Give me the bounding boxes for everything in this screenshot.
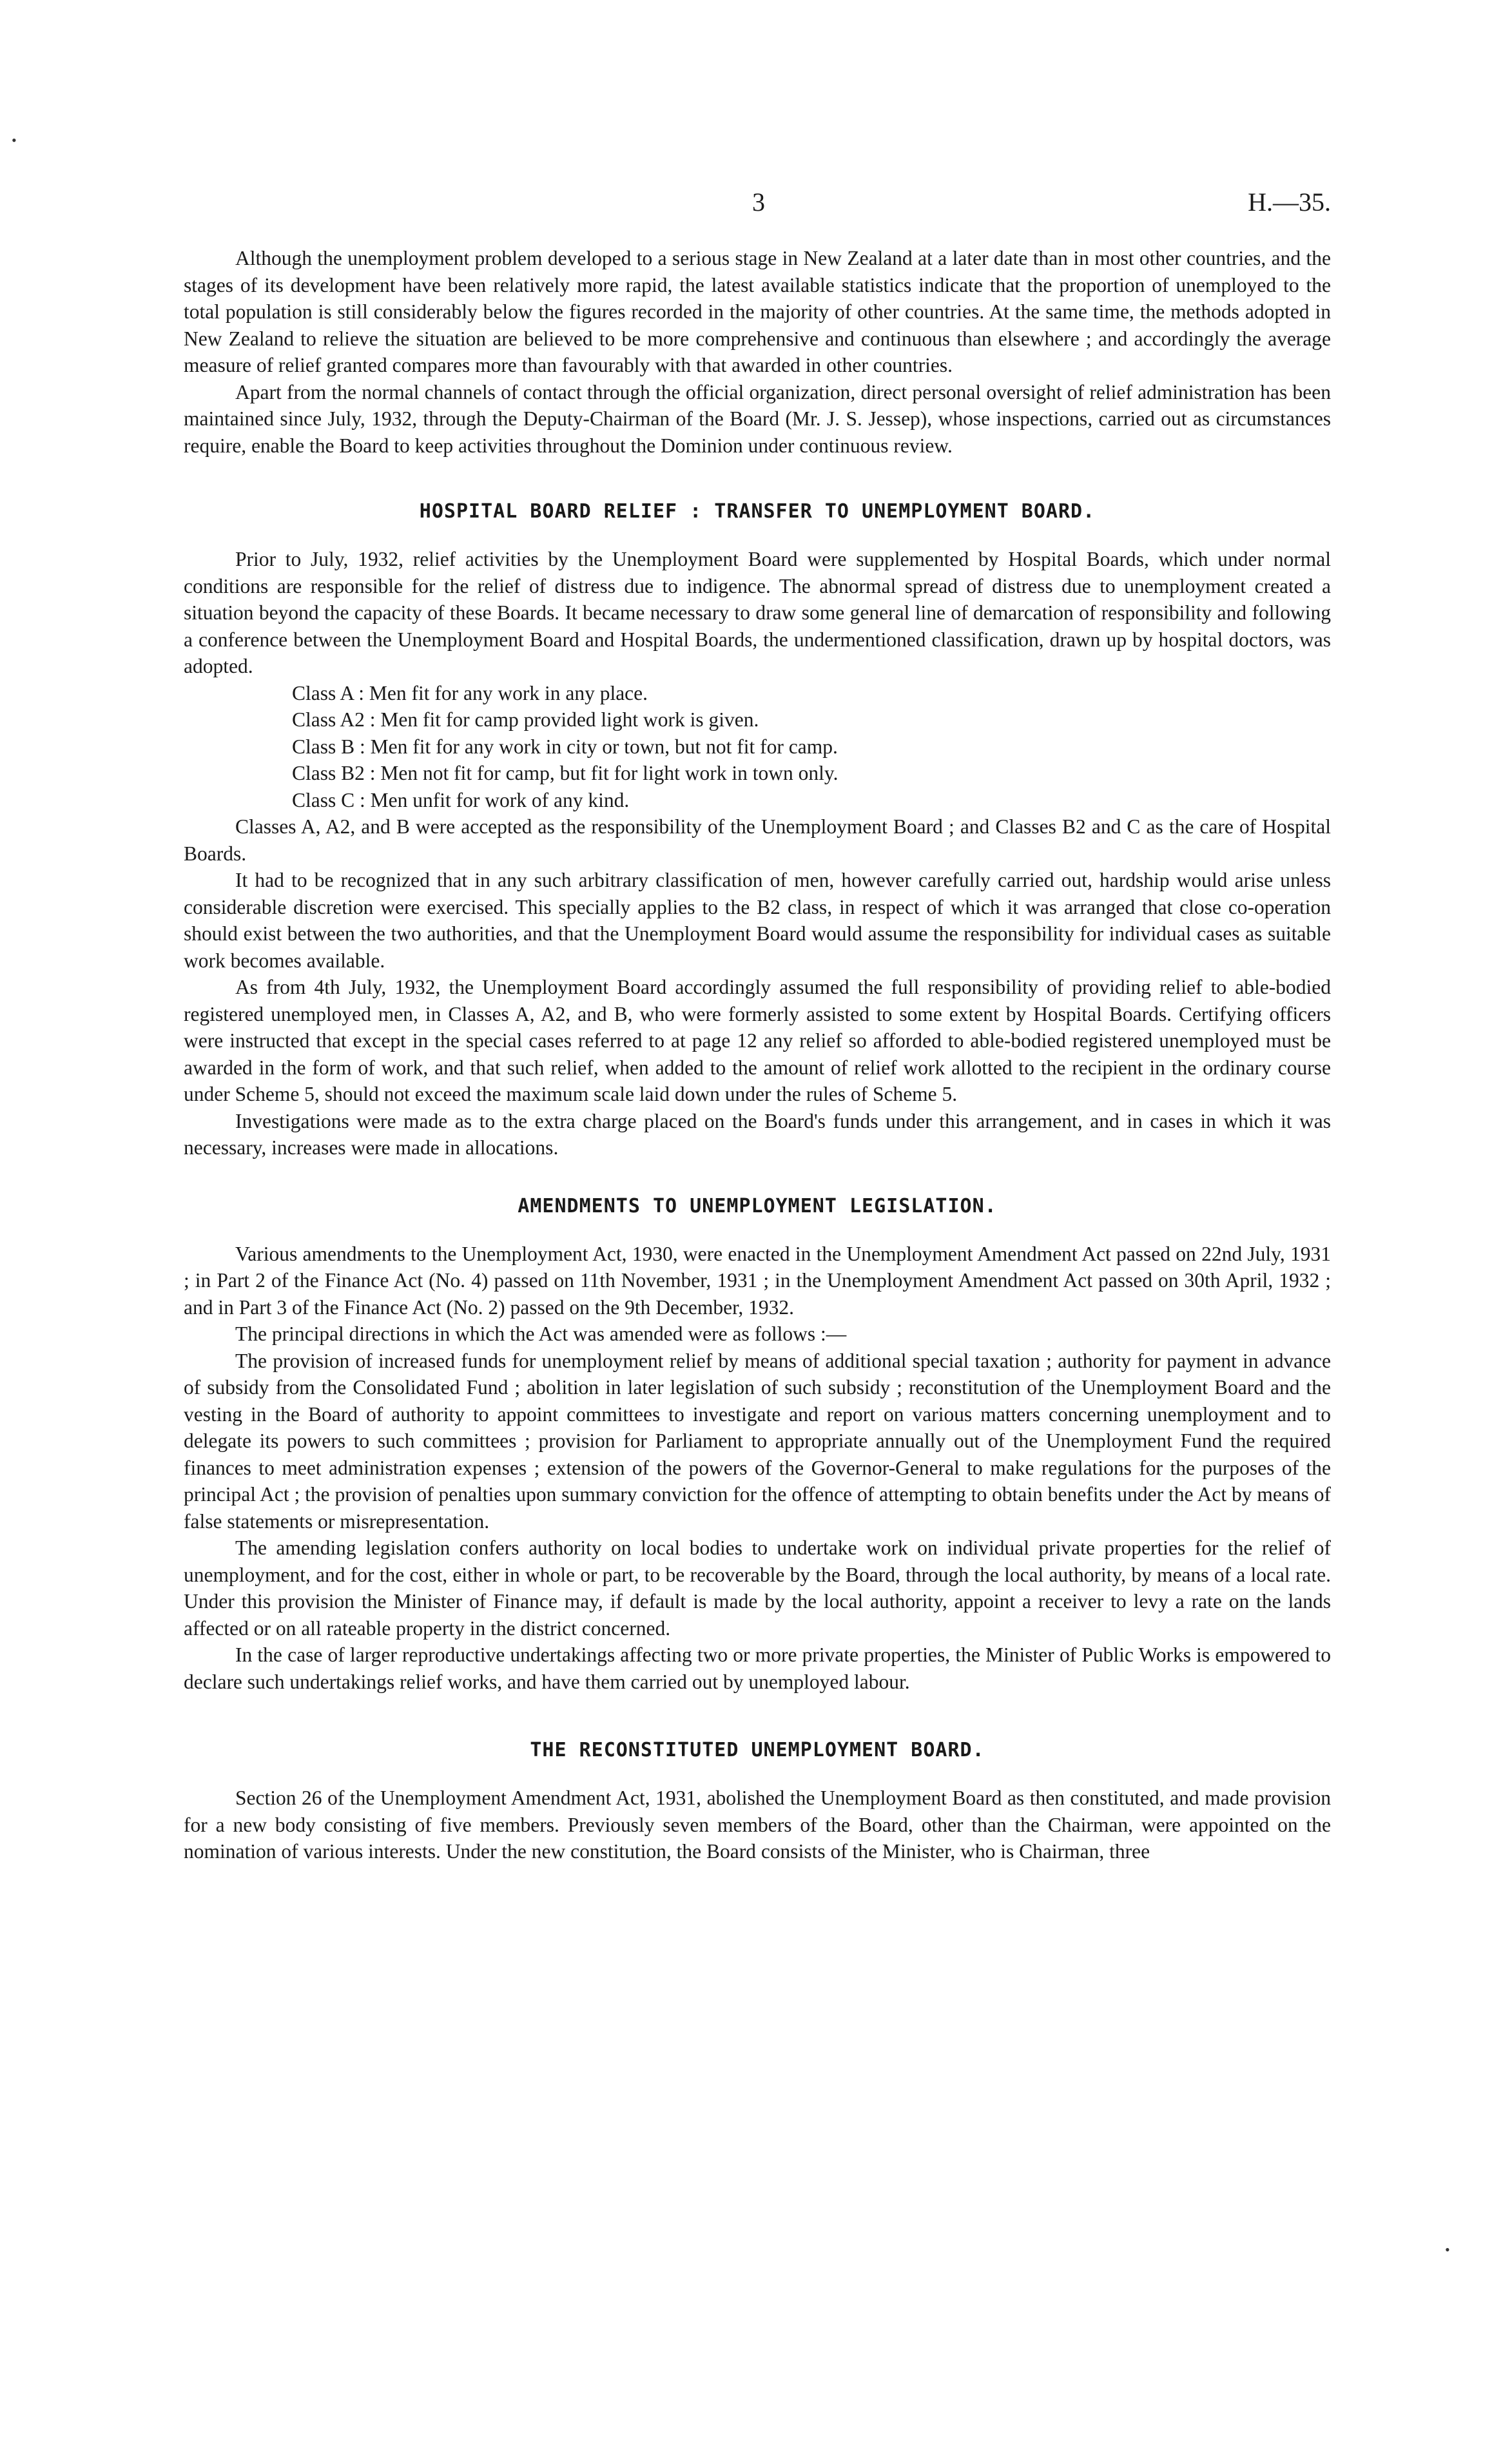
section-heading-board: THE RECONSTITUTED UNEMPLOYMENT BOARD. — [530, 1739, 985, 1761]
hospital-paragraph-1: Prior to July, 1932, relief activities by the Unemployment Board were supplemented by Hospital Boards, which under normal conditions are responsible for the relief of distress due to indigence. The abnormal spread of distress due to unemployment created a situation beyond the capacity of these Boards. It became necessary to draw some general line of demarcation of responsibility and following a conference between the Unemployment Board and Hospital Boards, the undermentioned classification, drawn up by hospital doctors, was adopted. — [184, 548, 1331, 677]
amendments-paragraph-1: Various amendments to the Unemployment Act, 1930, were enacted in the Unemployment Amendment Act passed on 22nd July, 1931 ; in Part 2 of the Finance Act (No. 4) passed on 11th November, 1931 ; in the Unemployment Amendment Act passed on 30th April, 1932 ; and in Part 3 of the Finance Act (No. 2) passed on the 9th December, 1932. — [184, 1242, 1331, 1319]
class-item-a2: Class A2 : Men fit for camp provided light work is given. — [292, 708, 759, 731]
hospital-paragraph-4: As from 4th July, 1932, the Unemployment Board accordingly assumed the full responsibility of providing relief to able-bodied registered unemployed men, in Classes A, A2, and B, who were formerly assisted to some extent by Hospital Boards. Certifying officers were instructed that except in the special cases referred to at page 12 any relief so afforded to able-bodied registered unemployed must be awarded in the form of work, and that such relief, when added to the amount of relief work allotted to the recipient in the ordinary course under Scheme 5, should not exceed the maximum scale laid down under the rules of Scheme 5. — [184, 976, 1331, 1105]
amendments-section — [184, 1195, 1331, 1696]
class-item-c: Class C : Men unfit for work of any kind. — [292, 788, 630, 811]
reconstituted-board-section — [184, 1739, 1331, 1865]
intro-paragraph-2: Apart from the normal channels of contact through the official organization, direct personal oversight of relief administration has been maintained since July, 1932, through the Deputy-Chairman of the Board (Mr. J. S. Jessep), whose inspections, carried out as circumstances require, enable the Board to keep activities throughout the Dominion under continuous review. — [184, 380, 1331, 457]
board-paragraph-1: Section 26 of the Unemployment Amendment Act, 1931, abolished the Unemployment Board as then constituted, and made provision for a new body consisting of five members. Previously seven members of the Board, other than the Chairman, were appointed on the nomination of various interests. Under the new constitution, the Board consists of the Minister, who is Chairman, three — [184, 1787, 1331, 1863]
amendments-paragraph-3: The provision of increased funds for unemployment relief by means of additional special taxation ; authority for payment in advance of subsidy from the Consolidated Fund ; abolition in later legislation of such subsidy ; reconstitution of the Unemployment Board and the vesting in the Board of authority to appoint committees to investigate and report on various matters concerning unemployment and to delegate its powers to such committees ; provision for Parliament to appropriate annually out of the Unemployment Fund the required finances to meet administration expenses ; extension of the powers of the Governor-General to make regulations for the purposes of the principal Act ; the provision of penalties upon summary conviction for the offence of attempting to obtain benefits under the Act by means of false statements or misrepresentation. — [184, 1349, 1331, 1533]
page-header — [184, 187, 1331, 226]
amendments-paragraph-4: The amending legislation confers authority on local bodies to undertake work on individual private properties for the relief of unemployment, and for the cost, either in whole or part, to be recoverable by the Board, through the local authority, by means of a local rate. Under this provision the Minister of Finance may, if default is made by the local authority, appoint a receiver to levy a rate on the lands affected or on all rateable property in the district concerned. — [184, 1536, 1331, 1640]
class-item-a: Class A : Men fit for any work in any place. — [292, 681, 648, 704]
class-item-b2: Class B2 : Men not fit for camp, but fit for light work in town only. — [292, 762, 838, 784]
margin-mark-left: • — [12, 132, 17, 148]
hospital-board-section — [184, 500, 1331, 1161]
page-number: 3 — [752, 188, 765, 217]
intro-paragraph-1: Although the unemployment problem developed to a serious stage in New Zealand at a later date than in most other countries, and the stages of its development have been relatively more rapid, the latest available statistics indicate that the proportion of unemployed to the total population is still considerably below the figures recorded in the majority of other countries. At the same time, the methods adopted in New Zealand to relieve the situation are believed to be more comprehensive and continuous than elsewhere ; and accordingly the average measure of relief granted compares more than favourably with that awarded in other countries. — [184, 247, 1331, 376]
classification-list — [184, 680, 1331, 814]
amendments-paragraph-2: The principal directions in which the Act was amended were as follows :— — [235, 1323, 847, 1345]
hospital-paragraph-5: Investigations were made as to the extra charge placed on the Board's funds under this arrangement, and in cases in which it was necessary, increases were made in allocations. — [184, 1109, 1331, 1159]
section-heading-amendments: AMENDMENTS TO UNEMPLOYMENT LEGISLATION. — [518, 1194, 997, 1217]
section-heading-hospital: HOSPITAL BOARD RELIEF : TRANSFER TO UNEMPLOYMENT BOARD. — [419, 500, 1096, 523]
document-reference: H.—35. — [1248, 188, 1331, 217]
page-content — [184, 245, 1331, 1865]
amendments-paragraph-5: In the case of larger reproductive undertakings affecting two or more private properties, the Minister of Public Works is empowered to declare such undertakings relief works, and have them carried out by unemployed labour. — [184, 1643, 1331, 1693]
margin-mark-right: • — [1445, 2242, 1450, 2258]
hospital-paragraph-3: It had to be recognized that in any such arbitrary classification of men, however carefully carried out, hardship would arise unless considerable discretion were exercised. This specially applies to the B2 class, in respect of which it was arranged that close co-operation should exist between the two authorities, and that the Unemployment Board would assume the responsibility for individual cases as suitable work becomes available. — [184, 869, 1331, 972]
hospital-paragraph-2: Classes A, A2, and B were accepted as the responsibility of the Unemployment Board ; and Classes B2 and C as the care of Hospital Boards. — [184, 815, 1331, 865]
class-item-b: Class B : Men fit for any work in city or town, but not fit for camp. — [292, 735, 838, 758]
intro-section — [184, 245, 1331, 459]
